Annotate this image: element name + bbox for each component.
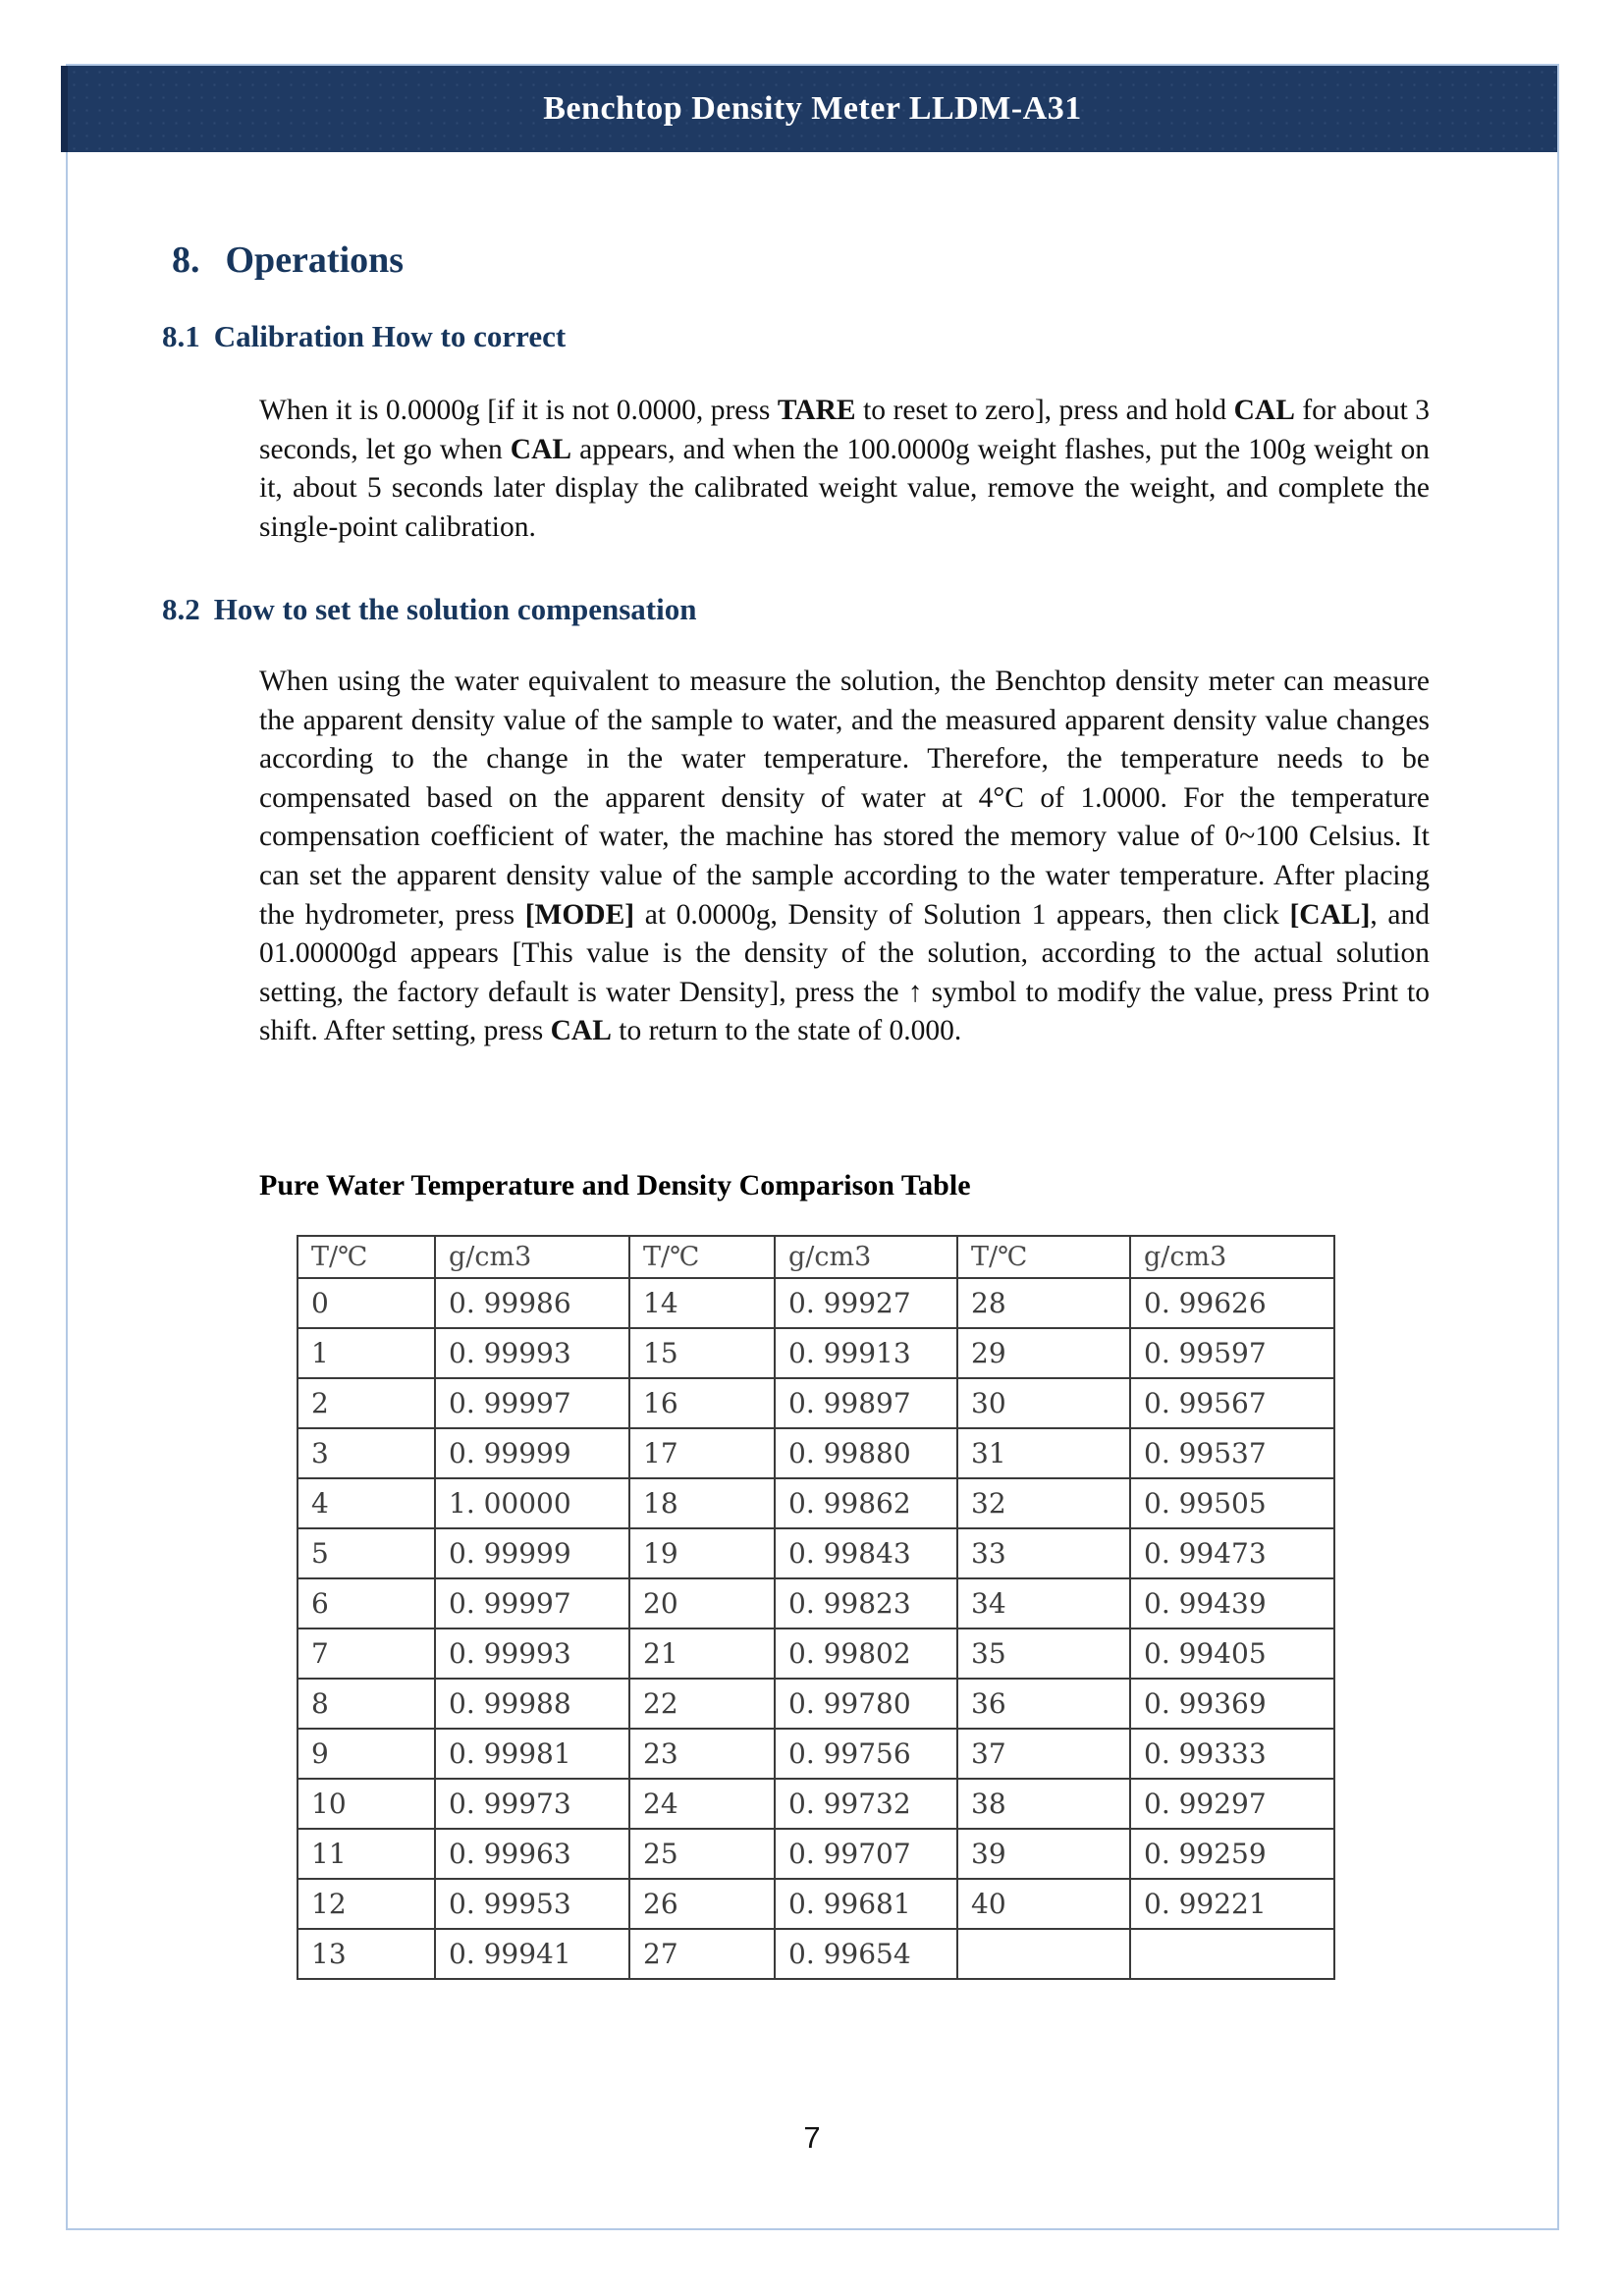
table-cell: 0. 99862 (775, 1478, 957, 1528)
table-cell: 14 (629, 1278, 775, 1328)
table-cell: 0. 99913 (775, 1328, 957, 1378)
table-cell: 25 (629, 1829, 775, 1879)
table-cell (957, 1929, 1130, 1979)
table-cell: 29 (957, 1328, 1130, 1378)
subsection-number: 8.1 (162, 319, 200, 353)
table-row (298, 1578, 1334, 1629)
table-cell: 0. 99439 (1130, 1578, 1334, 1629)
table-cell: 0. 99297 (1130, 1779, 1334, 1829)
table-cell: 0. 99756 (775, 1729, 957, 1779)
bold-key-label: CAL (510, 433, 572, 465)
subsection-title: Calibration How to correct (213, 319, 567, 353)
table-cell: 10 (298, 1779, 435, 1829)
table-cell: 16 (629, 1378, 775, 1428)
table-cell: 0. 99473 (1130, 1528, 1334, 1578)
table-cell: 0 (298, 1278, 435, 1328)
subsection-number: 8.2 (162, 592, 200, 626)
table-cell: 0. 99963 (435, 1829, 629, 1879)
text-run: When using the water equivalent to measure the solution, the Benchtop density meter can measure the apparent density value of the sample to water, and the measured apparent density value changes according to the change in the water temperature. Therefore, the temperature needs to be compensated based on the apparent density of water at 4°C of 1.0000. For the temperature compensation coefficient of water, the machine has stored the memory value of 0~100 Celsius. It can set the apparent density value of the sample according to the water temperature. After placing the hydrometer, press (259, 666, 1430, 931)
text-run: at 0.0000g, Density of Solution 1 appears, then click (634, 898, 1290, 931)
table-cell: 0. 99993 (435, 1328, 629, 1378)
section-title: Operations (225, 240, 405, 281)
table-cell: 0. 99597 (1130, 1328, 1334, 1378)
table-cell: 0. 99993 (435, 1629, 629, 1679)
table-cell: 0. 99941 (435, 1929, 629, 1979)
table-row (298, 1428, 1334, 1478)
document-title: Benchtop Density Meter LLDM-A31 (543, 90, 1082, 127)
table-cell: 24 (629, 1779, 775, 1829)
table-cell: 28 (957, 1278, 1130, 1328)
table-cell: 36 (957, 1679, 1130, 1729)
table-cell: 0. 99997 (435, 1378, 629, 1428)
table-cell: 0. 99505 (1130, 1478, 1334, 1528)
table-cell: 5 (298, 1528, 435, 1578)
table-cell: 22 (629, 1679, 775, 1729)
table-cell: 0. 99981 (435, 1729, 629, 1779)
table-cell: 0. 99681 (775, 1879, 957, 1929)
table-header-cell: T/℃ (957, 1236, 1130, 1278)
table-header-cell: T/℃ (298, 1236, 435, 1278)
table-cell: 0. 99986 (435, 1278, 629, 1328)
table-cell: 21 (629, 1629, 775, 1679)
paragraph-solution-compensation (259, 663, 1430, 1051)
bold-key-label: [MODE] (524, 898, 635, 931)
table-cell: 1 (298, 1328, 435, 1378)
table-header-cell: T/℃ (629, 1236, 775, 1278)
subsection-heading-8-1 (162, 319, 566, 354)
table-cell: 0. 99259 (1130, 1829, 1334, 1879)
table-row (298, 1929, 1334, 1979)
table-cell: 38 (957, 1779, 1130, 1829)
table-cell: 23 (629, 1729, 775, 1779)
page-number: 7 (803, 2120, 821, 2155)
section-heading-operations (172, 239, 404, 282)
table-row (298, 1779, 1334, 1829)
table-cell: 0. 99732 (775, 1779, 957, 1829)
table-cell: 0. 99997 (435, 1578, 629, 1629)
table-row (298, 1679, 1334, 1729)
table-cell: 8 (298, 1679, 435, 1729)
table-row (298, 1328, 1334, 1378)
table-cell: 0. 99999 (435, 1528, 629, 1578)
subsection-title: How to set the solution compensation (213, 592, 697, 626)
table-cell: 0. 99897 (775, 1378, 957, 1428)
table-cell: 0. 99823 (775, 1578, 957, 1629)
table-cell: 13 (298, 1929, 435, 1979)
text-run: When it is 0.0000g [if it is not 0.0000, press (259, 395, 778, 426)
table-row (298, 1729, 1334, 1779)
table-cell: 1. 00000 (435, 1478, 629, 1528)
table-cell (1130, 1929, 1334, 1979)
table-caption: Pure Water Temperature and Density Comparison Table (259, 1169, 971, 1201)
table-cell: 19 (629, 1528, 775, 1578)
table-cell: 0. 99221 (1130, 1879, 1334, 1929)
table-cell: 39 (957, 1829, 1130, 1879)
table-cell: 0. 99654 (775, 1929, 957, 1979)
water-density-table (297, 1235, 1335, 1980)
table-cell: 26 (629, 1879, 775, 1929)
table-header-row (298, 1236, 1334, 1278)
table-row (298, 1478, 1334, 1528)
table-cell: 11 (298, 1829, 435, 1879)
table-header-cell: g/cm3 (775, 1236, 957, 1278)
table-cell: 40 (957, 1879, 1130, 1929)
table-cell: 0. 99626 (1130, 1278, 1334, 1328)
table-cell: 3 (298, 1428, 435, 1478)
table-cell: 0. 99988 (435, 1679, 629, 1729)
table-cell: 0. 99999 (435, 1428, 629, 1478)
table-cell: 0. 99405 (1130, 1629, 1334, 1679)
table-header-cell: g/cm3 (435, 1236, 629, 1278)
table-row (298, 1879, 1334, 1929)
table-row (298, 1829, 1334, 1879)
table-cell: 35 (957, 1629, 1130, 1679)
table-cell: 2 (298, 1378, 435, 1428)
table-cell: 30 (957, 1378, 1130, 1428)
table-cell: 33 (957, 1528, 1130, 1578)
table-cell: 0. 99973 (435, 1779, 629, 1829)
table-cell: 18 (629, 1478, 775, 1528)
table-cell: 9 (298, 1729, 435, 1779)
table-cell: 15 (629, 1328, 775, 1378)
table-cell: 34 (957, 1578, 1130, 1629)
table-cell: 20 (629, 1578, 775, 1629)
text-run: for about 3 seconds, let go when (259, 395, 1430, 465)
table-cell: 0. 99927 (775, 1278, 957, 1328)
bold-key-label: TARE (777, 395, 856, 426)
table-cell: 0. 99537 (1130, 1428, 1334, 1478)
table-row (298, 1528, 1334, 1578)
table-cell: 0. 99567 (1130, 1378, 1334, 1428)
table-cell: 31 (957, 1428, 1130, 1478)
table-cell: 0. 99369 (1130, 1679, 1334, 1729)
table-cell: 0. 99880 (775, 1428, 957, 1478)
table-cell: 7 (298, 1629, 435, 1679)
bold-key-label: CAL (550, 1015, 612, 1047)
table-cell: 27 (629, 1929, 775, 1979)
table-cell: 0. 99333 (1130, 1729, 1334, 1779)
table-cell: 0. 99843 (775, 1528, 957, 1578)
table-cell: 0. 99953 (435, 1879, 629, 1929)
table-cell: 6 (298, 1578, 435, 1629)
table-row (298, 1629, 1334, 1679)
header-bar (68, 66, 1557, 152)
bold-key-label: [CAL] (1289, 898, 1371, 931)
table-cell: 0. 99707 (775, 1829, 957, 1879)
section-number: 8. (172, 240, 200, 281)
table-cell: 0. 99802 (775, 1629, 957, 1679)
table-cell: 0. 99780 (775, 1679, 957, 1729)
paragraph-calibration (259, 392, 1430, 547)
subsection-heading-8-2 (162, 592, 696, 627)
table-cell: 37 (957, 1729, 1130, 1779)
table-row (298, 1378, 1334, 1428)
table-cell: 4 (298, 1478, 435, 1528)
table-header-cell: g/cm3 (1130, 1236, 1334, 1278)
header-accent-strip (61, 66, 68, 152)
table-cell: 32 (957, 1478, 1130, 1528)
table-cell: 12 (298, 1879, 435, 1929)
table-row (298, 1278, 1334, 1328)
table-cell: 17 (629, 1428, 775, 1478)
text-run: to reset to zero], press and hold (855, 395, 1234, 426)
text-run: , and 01.00000gd appears [This value is the density of the solution, according to the actual solution setting, the factory default is water Density], press the ↑ symbol to modify the value, press Print to shift. After setting, press (259, 898, 1430, 1047)
text-run: to return to the state of 0.000. (611, 1015, 962, 1047)
text-run: appears, and when the 100.0000g weight flashes, put the 100g weight on it, about 5 seconds later display the calibrated weight value, remove the weight, and complete the single-point calibration. (259, 433, 1430, 543)
bold-key-label: CAL (1233, 395, 1295, 426)
